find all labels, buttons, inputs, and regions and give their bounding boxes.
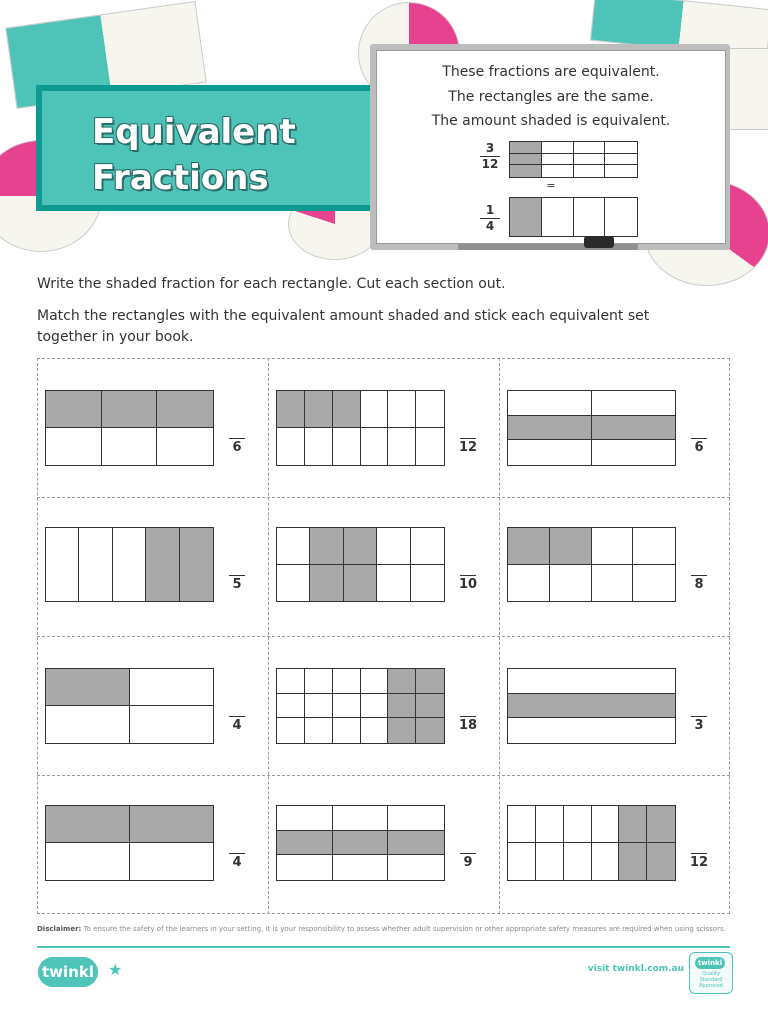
unshaded-part (277, 694, 305, 719)
fraction-answer (455, 561, 481, 593)
unshaded-part (277, 669, 305, 694)
fraction-answer (686, 702, 712, 734)
unshaded-part (130, 843, 214, 880)
unshaded-part (130, 706, 214, 743)
shaded-part (647, 843, 675, 880)
unshaded-part (46, 843, 130, 880)
unshaded-part (305, 718, 333, 743)
unshaded-part (542, 154, 574, 166)
unshaded-part (411, 528, 444, 565)
title-banner (36, 85, 396, 211)
unshaded-part (113, 528, 146, 601)
denominator: 4 (232, 718, 242, 733)
numerator-blank[interactable] (691, 561, 707, 576)
fraction-answer (224, 702, 250, 734)
fraction-rectangle (276, 668, 445, 744)
unshaded-part (536, 806, 564, 843)
unshaded-part (574, 198, 606, 236)
whiteboard-text-3: The amount shaded is equivalent. (431, 113, 671, 129)
fraction-answer (224, 561, 250, 593)
website-link[interactable]: visit twinkl.com.au (587, 964, 684, 974)
unshaded-part (157, 428, 213, 465)
unshaded-part (46, 528, 79, 601)
denominator: 6 (694, 440, 704, 455)
unshaded-part (416, 391, 444, 428)
fraction-rectangle (276, 527, 445, 602)
unshaded-part (605, 165, 637, 177)
unshaded-part (536, 843, 564, 880)
unshaded-part (388, 806, 444, 831)
numerator-blank[interactable] (460, 702, 476, 717)
cut-line (37, 497, 730, 498)
shaded-part (344, 565, 377, 602)
footer-divider (37, 946, 730, 948)
unshaded-part (277, 428, 305, 465)
shaded-part (416, 718, 444, 743)
page-title (92, 109, 296, 201)
disclaimer-label: Disclaimer: (37, 925, 82, 933)
unshaded-part (388, 428, 416, 465)
shaded-part (46, 669, 130, 706)
unshaded-part (388, 855, 444, 880)
unshaded-part (333, 718, 361, 743)
unshaded-part (542, 198, 574, 236)
denominator: 12 (458, 440, 478, 455)
eraser-icon (584, 236, 614, 248)
unshaded-part (361, 391, 389, 428)
example-fraction-1 (480, 141, 500, 172)
unshaded-part (592, 565, 634, 602)
unshaded-part (574, 142, 606, 154)
shaded-part (388, 718, 416, 743)
unshaded-part (508, 440, 592, 465)
unshaded-part (79, 528, 112, 601)
title-line-1: Equivalent (92, 112, 296, 152)
unshaded-part (508, 391, 592, 416)
badge-text: Quality Standard Approved (699, 971, 723, 989)
shaded-part (310, 528, 343, 565)
shaded-part (510, 165, 542, 177)
instruction-1: Write the shaded fraction for each rectangle. Cut each section out. (37, 276, 506, 292)
fraction-rectangle (507, 668, 676, 744)
shaded-part (388, 694, 416, 719)
badge-brand: twinkl (695, 957, 725, 969)
fraction-rectangle (276, 805, 445, 881)
unshaded-part (574, 165, 606, 177)
unshaded-part (361, 669, 389, 694)
denominator: 6 (232, 440, 242, 455)
unshaded-part (305, 428, 333, 465)
title-line-2: Fractions (92, 158, 269, 198)
shaded-part (102, 391, 158, 428)
fraction-answer (686, 424, 712, 456)
unshaded-part (508, 806, 536, 843)
unshaded-part (574, 154, 606, 166)
shaded-part (416, 669, 444, 694)
unshaded-part (130, 669, 214, 706)
disclaimer-text: To ensure the safety of the learners in your setting, it is your responsibility to assess whether adult supervision or other appropriate safety measures are required when using scissors. (83, 925, 726, 933)
unshaded-part (542, 142, 574, 154)
numerator-blank[interactable] (691, 424, 707, 439)
denominator: 3 (694, 718, 704, 733)
unshaded-part (592, 843, 620, 880)
shaded-part (508, 416, 592, 441)
shaded-part (510, 198, 542, 236)
shaded-part (388, 831, 444, 856)
unshaded-part (508, 565, 550, 602)
unshaded-part (46, 428, 102, 465)
fraction-answer (686, 561, 712, 593)
whiteboard-text-2: The rectangles are the same. (448, 89, 654, 105)
example-numerator-1: 3 (480, 141, 500, 157)
shaded-part (46, 806, 130, 843)
whiteboard-face (376, 50, 726, 244)
shaded-part (180, 528, 213, 601)
fraction-rectangle (507, 527, 676, 602)
twinkl-logo[interactable]: twinkl (38, 957, 98, 987)
shaded-part (333, 831, 389, 856)
unshaded-part (277, 528, 310, 565)
example-denominator-1: 12 (481, 157, 499, 171)
fraction-answer (455, 839, 481, 871)
numerator-blank[interactable] (229, 839, 245, 854)
whiteboard (370, 44, 730, 250)
fraction-rectangle (507, 390, 676, 466)
unshaded-part (46, 706, 130, 743)
fraction-rectangle (45, 668, 214, 744)
unshaded-part (305, 669, 333, 694)
unshaded-part (305, 694, 333, 719)
shaded-part (550, 528, 592, 565)
unshaded-part (592, 528, 634, 565)
star-icon: ★ (108, 960, 123, 979)
unshaded-part (508, 669, 675, 694)
shaded-part (619, 843, 647, 880)
shaded-part (510, 154, 542, 166)
unshaded-part (508, 718, 675, 743)
fraction-rectangle (507, 805, 676, 881)
unshaded-part (416, 428, 444, 465)
shaded-part (333, 391, 361, 428)
denominator: 5 (232, 577, 242, 592)
numerator-blank[interactable] (691, 702, 707, 717)
fraction-rectangle (45, 805, 214, 881)
numerator-blank[interactable] (229, 424, 245, 439)
numerator-blank[interactable] (229, 702, 245, 717)
denominator: 10 (458, 577, 478, 592)
unshaded-part (333, 694, 361, 719)
fraction-rectangle (45, 527, 214, 602)
cut-line (37, 775, 730, 776)
unshaded-part (277, 855, 333, 880)
shaded-part (146, 528, 179, 601)
quality-badge-icon (689, 952, 733, 994)
denominator: 4 (232, 855, 242, 870)
numerator-blank[interactable] (460, 424, 476, 439)
fraction-rectangle (276, 390, 445, 466)
denominator: 18 (458, 718, 478, 733)
shaded-part (277, 831, 333, 856)
unshaded-part (333, 669, 361, 694)
unshaded-part (361, 694, 389, 719)
unshaded-part (592, 440, 676, 465)
unshaded-part (550, 565, 592, 602)
shaded-part (508, 528, 550, 565)
unshaded-part (361, 718, 389, 743)
example-rectangle-2 (509, 197, 638, 237)
unshaded-part (605, 198, 637, 236)
unshaded-part (377, 528, 410, 565)
equals-sign: = (546, 179, 556, 192)
unshaded-part (564, 843, 592, 880)
unshaded-part (377, 565, 410, 602)
unshaded-part (592, 806, 620, 843)
fraction-answer (686, 839, 712, 871)
shaded-part (388, 669, 416, 694)
unshaded-part (333, 855, 389, 880)
instruction-2: Match the rectangles with the equivalent amount shaded and stick each equivalent set together in your book. (37, 308, 650, 345)
unshaded-part (388, 391, 416, 428)
shaded-part (305, 391, 333, 428)
example-rectangle-1 (509, 141, 638, 178)
unshaded-part (361, 428, 389, 465)
cut-line (37, 636, 730, 637)
disclaimer (37, 925, 737, 933)
unshaded-part (605, 142, 637, 154)
fraction-rectangle (45, 390, 214, 466)
unshaded-part (102, 428, 158, 465)
example-fraction-2 (480, 203, 500, 234)
example-numerator-2: 1 (480, 203, 500, 219)
fraction-answer (455, 702, 481, 734)
shaded-part (344, 528, 377, 565)
denominator: 8 (694, 577, 704, 592)
unshaded-part (277, 718, 305, 743)
fraction-answer (224, 424, 250, 456)
shaded-part (592, 416, 676, 441)
numerator-blank[interactable] (691, 839, 707, 854)
unshaded-part (333, 806, 389, 831)
denominator: 12 (689, 855, 709, 870)
shaded-part (508, 694, 675, 719)
unshaded-part (633, 528, 675, 565)
shaded-part (310, 565, 343, 602)
unshaded-part (333, 428, 361, 465)
unshaded-part (633, 565, 675, 602)
shaded-part (510, 142, 542, 154)
shaded-part (619, 806, 647, 843)
unshaded-part (542, 165, 574, 177)
shaded-part (157, 391, 213, 428)
unshaded-part (411, 565, 444, 602)
denominator: 9 (463, 855, 473, 870)
shaded-part (130, 806, 214, 843)
shaded-part (277, 391, 305, 428)
numerator-blank[interactable] (229, 561, 245, 576)
unshaded-part (508, 843, 536, 880)
shaded-part (416, 694, 444, 719)
unshaded-part (277, 806, 333, 831)
shaded-part (46, 391, 102, 428)
numerator-blank[interactable] (460, 839, 476, 854)
unshaded-part (564, 806, 592, 843)
shaded-part (647, 806, 675, 843)
unshaded-part (592, 391, 676, 416)
example-denominator-2: 4 (485, 219, 495, 233)
numerator-blank[interactable] (460, 561, 476, 576)
whiteboard-text-1: These fractions are equivalent. (442, 64, 660, 80)
fraction-answer (224, 839, 250, 871)
unshaded-part (277, 565, 310, 602)
fraction-answer (455, 424, 481, 456)
unshaded-part (605, 154, 637, 166)
